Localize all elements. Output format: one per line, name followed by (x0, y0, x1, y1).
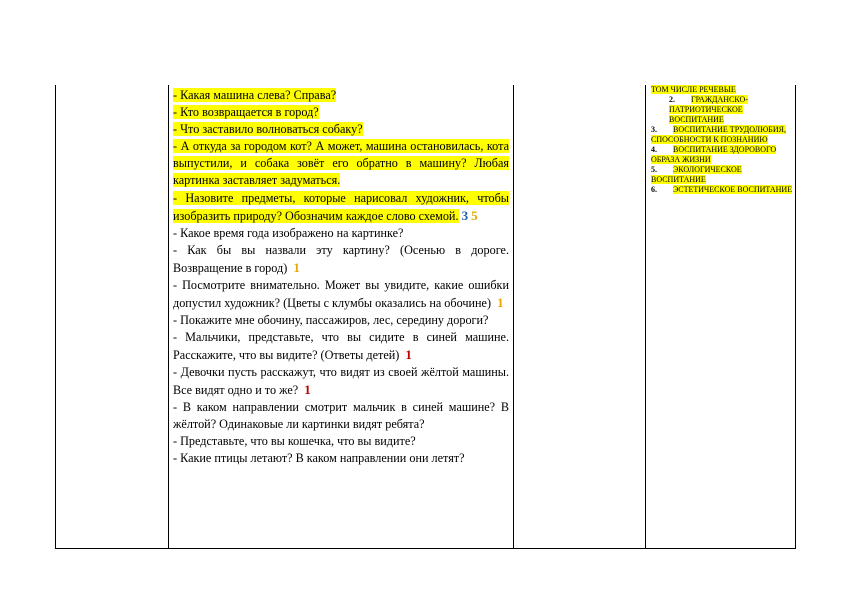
direction-item: 2. ГРАЖДАНСКО-ПАТРИОТИЧЕСКОЕ ВОСПИТАНИЕ (669, 95, 748, 124)
direction-item: 5. ЭКОЛОГИЧЕСКОЕ ВОСПИТАНИЕ (651, 165, 742, 184)
table-border-left (55, 85, 56, 549)
table-border-right (795, 85, 796, 549)
question-line: - Какое время года изображено на картинке? (173, 226, 404, 240)
question-line: - Назовите предметы, которые нарисовал художник, чтобы изобразить природу? Обозначим каждое слово схемой. 3 5 (173, 191, 509, 223)
question-line: - Что заставило волноваться собаку? (173, 122, 363, 136)
table-divider-2 (513, 85, 514, 549)
question-line: - Какие птицы летают? В каком направлении они летят? (173, 451, 465, 465)
level-mark: 1 (304, 382, 311, 397)
level-mark: 3 (461, 208, 469, 223)
question-line: - Мальчики, представьте, что вы сидите в синей машине. Расскажите, что вы видите? (Ответы детей) 1 (173, 330, 509, 362)
direction-item: 6. ЭСТЕТИЧЕСКОЕ ВОСПИТАНИЕ (651, 185, 793, 194)
direction-line: ТОМ ЧИСЛЕ РЕЧЕВЫЕ (651, 85, 736, 94)
direction-item: 4. ВОСПИТАНИЕ ЗДОРОВОГО ОБРАЗА ЖИЗНИ (651, 145, 777, 164)
lesson-questions-cell (173, 87, 509, 467)
level-mark: 1 (293, 260, 300, 275)
question-line: - Как бы вы назвали эту картину? (Осенью в дороге. Возвращение в город) 1 (173, 243, 509, 275)
level-mark: 1 (405, 347, 412, 362)
question-line: - Посмотрите внимательно. Может вы увидите, какие ошибки допустил художник? (Цветы с клумбы оказались на обочине) 1 (173, 278, 509, 310)
table-border-bottom (55, 548, 796, 549)
question-line: - Девочки пусть расскажут, что видят из своей жёлтой машины. Все видят одно и то же? 1 (173, 365, 509, 397)
question-line: - Какая машина слева? Справа? (173, 88, 337, 102)
lesson-table (55, 85, 796, 549)
table-divider-3 (645, 85, 646, 549)
question-line: - В каком направлении смотрит мальчик в синей машине? В жёлтой? Одинаковые ли картинки видят ребята? (173, 400, 509, 431)
question-line: - Кто возвращается в город? (173, 105, 319, 119)
education-directions-cell (651, 85, 793, 195)
table-divider-1 (168, 85, 169, 549)
question-line: - А откуда за городом кот? А может, машина остановилась, кота выпустили, и собака зовёт его обратно в машину? Любая картинка заставляет задуматься. (173, 139, 509, 187)
question-line: - Покажите мне обочину, пассажиров, лес, середину дороги? (173, 313, 489, 327)
level-mark: 1 (497, 295, 504, 310)
question-line: - Представьте, что вы кошечка, что вы видите? (173, 434, 416, 448)
direction-item: 3. ВОСПИТАНИЕ ТРУДОЛЮБИЯ, СПОСОБНОСТИ К ПОЗНАНИЮ (651, 125, 786, 144)
level-mark: 5 (471, 208, 478, 223)
